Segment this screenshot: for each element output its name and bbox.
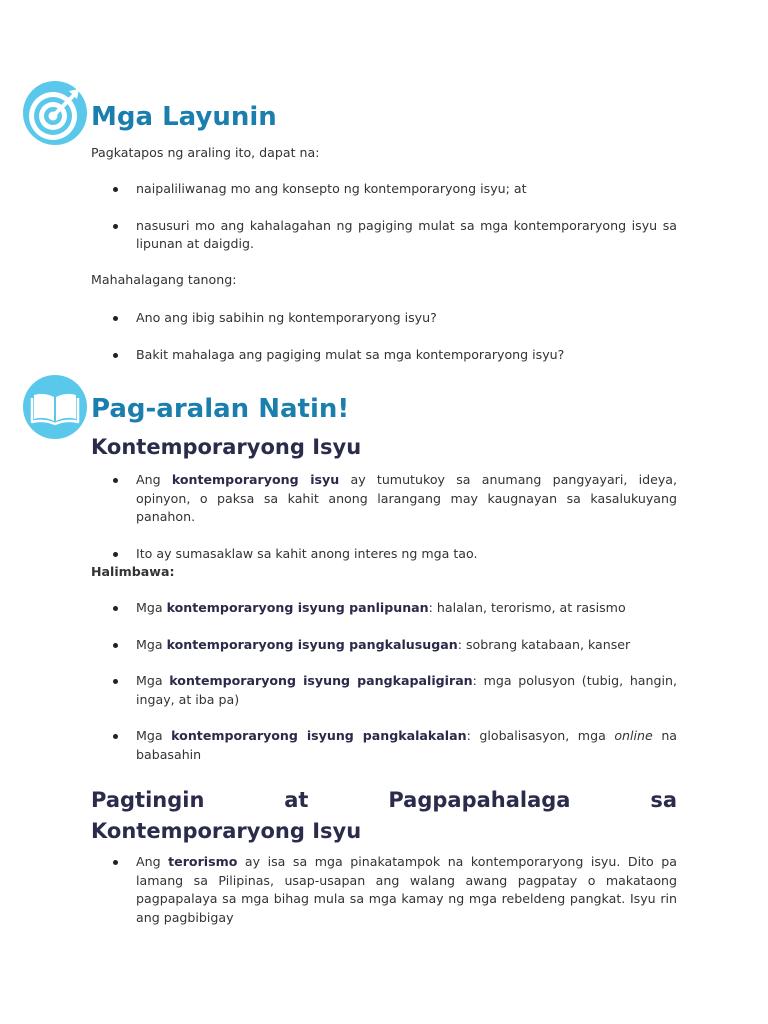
list-item: Mga kontemporaryong isyung pangkalusugan: sobrang katabaan, kanser [91,636,677,655]
examples-label: Halimbawa: [91,564,175,579]
definition-list [91,471,677,563]
objectives-intro [91,144,677,162]
pagtingin-list [91,853,677,927]
list-item: Ang kontemporaryong isyu ay tumutukoy sa anumang pangyayari, ideya, opinyon, o paksa sa kahit anong larangang may kaugnayan sa kasalukuyang panahon. [91,471,677,527]
examples-list [91,599,677,764]
objectives-intro-text: Pagkatapos ng araling ito, dapat na: [91,145,320,160]
subtitle-pagtingin: Pagtingin at Pagpapahalaga sa Kontemporaryong Isyu [91,788,677,843]
list-item: Bakit mahalaga ang pagiging mulat sa mga kontemporaryong isyu? [91,346,677,365]
examples-intro [91,563,677,581]
objectives-list [91,180,677,254]
study-header [22,374,350,440]
questions-intro [91,271,677,289]
list-item: Ang terorismo ay isa sa mga pinakatampok na kontemporaryong isyu. Dito pa lamang sa Pilipinas, usap-usapan ang walang awang pagpatay o makataong pagpapalaya sa mga bihag mula sa mga kamay ng mga rebeldeng pangkat. Isyu rin ang pagbibigay [91,853,677,927]
book-icon [22,374,88,440]
list-item: Ito ay sumasaklaw sa kahit anong interes ng mga tao. [91,545,677,564]
objectives-header [22,80,302,146]
list-item: Mga kontemporaryong isyung pangkalakalan: globalisasyon, mga online na babasahin [91,727,677,764]
subtitle-kontemporaryong-isyu: Kontemporaryong Isyu [91,435,362,459]
list-item: Mga kontemporaryong isyung pangkapaligiran: mga polusyon (tubig, hangin, ingay, at iba pa) [91,672,677,709]
list-item: nasusuri mo ang kahalagahan ng pagiging mulat sa mga kontemporaryong isyu sa lipunan at daigdig. [91,217,677,254]
list-item: Mga kontemporaryong isyung panlipunan: halalan, terorismo, at rasismo [91,599,677,618]
list-item: Ano ang ibig sabihin ng kontemporaryong isyu? [91,309,677,328]
section-title-study: Pag-aralan Natin! [91,394,350,424]
questions-label: Mahahalagang tanong: [91,272,237,287]
target-icon [22,80,88,146]
list-item: naipaliliwanag mo ang konsepto ng kontemporaryong isyu; at [91,180,677,199]
questions-list [91,309,677,364]
section-title-objectives: Mga Layunin [91,102,277,132]
